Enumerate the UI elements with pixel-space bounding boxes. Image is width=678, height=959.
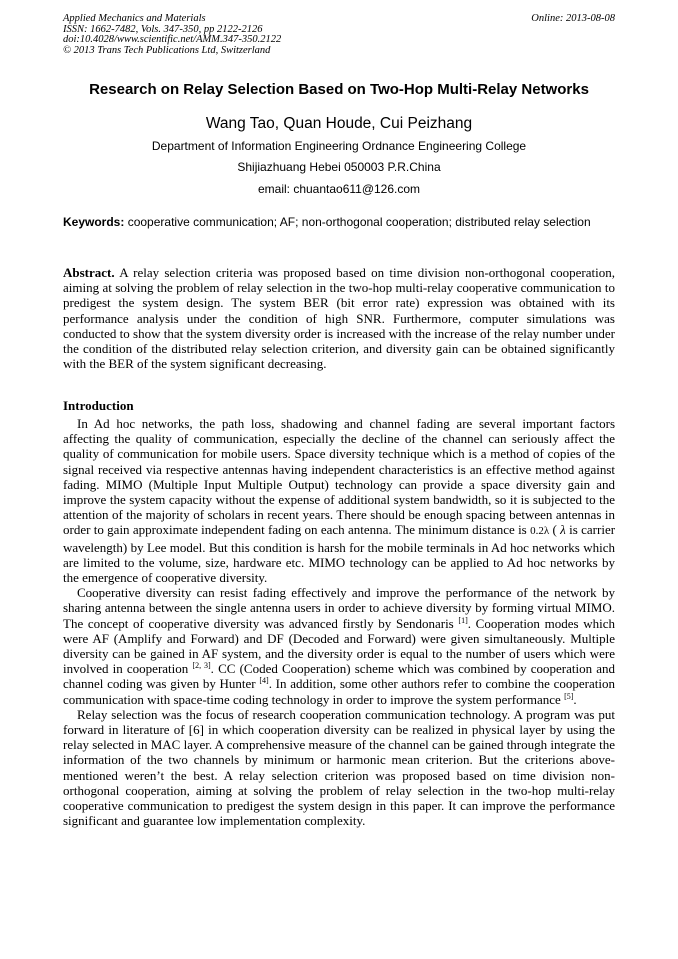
affiliation-department: Department of Information Engineering Ordnance Engineering College [151,139,527,153]
paper-title: Research on Relay Selection Based on Two-Hop Multi-Relay Networks [89,81,589,98]
intro-p2-text-c: . CC (Coded Cooperation) scheme which was combined by cooperation and channel coding was given by Hunter [63,661,616,692]
keywords-block [63,215,615,230]
keywords-label: Keywords: [63,215,125,229]
citation-ref: [2, 3] [192,661,211,671]
journal-name: Applied Mechanics and Materials [63,13,206,24]
intro-p2-text-b: . Cooperation modes which were AF (Amplify and Forward) and DF (Decoded and Forward) were given simultaneously. Multiple diversity can be gained in AF system, and the diversity order is equal to the number of users which were involved in cooperation [63,615,615,677]
copyright-line: © 2013 Trans Tech Publications Ltd, Switzerland [63,44,271,56]
author-list: Wang Tao, Quan Houde, Cui Peizhang [205,115,473,132]
abstract-label: Abstract. [63,265,115,280]
journal-header [63,14,615,56]
issn-line: ISSN: 1662-7482, Vols. 347-350, pp 2122-2126 [63,23,263,35]
citation-ref: [1] [458,615,468,625]
intro-p3-text: Relay selection was the focus of research cooperation communication technology. A program was put forward in literature of [6] in which cooperation diversity can be realized in physical layer by using the relay selected in MAC layer. A comprehensive measure of the channel can be gained through integrate the information of the two channels by minimum or harmonic mean criterion. But the criterions above-mentioned weren’t the best. A relay selection criterion was proposed based on time division non-orthogonal cooperation, aiming at solving the problem of relay selection in the two-hop multi-relay cooperative communication to predigest the system design in this paper. It can improve the performance significant and guarantee low implementation complexity. [63,706,615,829]
intro-p2-text: Cooperative diversity can resist fading effectively and improve the performance of the network by sharing antenna between the single antenna users in order to achieve diversity by forming virtual MIMO. The concept of cooperative diversity was advanced firstly by Sendonaris [63,585,615,631]
intro-p1-text: In Ad hoc networks, the path loss, shadowing and channel fading are several important factors affecting the quality of communication, especially the decline of the channel can seriously affect the quality of communication for mobile users. Space diversity technique which is a method of copies of the signal received via respective antennas having independent characteristics is an effective method against fading. MIMO (Multiple Input Multiple Output) technology can provide a space diversity gain and improve the system capacity without the expense of additional system bandwidth, so it is subjected to the attention of the majority of scholars in recent years. There should be enough spacing between antennas in order to gain approximate independent fading on each antenna. The minimum distance is [63,416,615,538]
intro-p1-text-cont: is carrier wavelength) by Lee model. But this condition is harsh for the mobile terminals in Ad hoc networks which are limited to the volume, size, hardware etc. MIMO technology can be applied to Ad hoc networks by the emergence of cooperative diversity. [63,522,616,586]
lambda-symbol: λ [560,522,566,538]
affiliation-address: Shijiazhuang Hebei 050003 P.R.China [237,160,441,174]
abstract-text: A relay selection criteria was proposed based on time division non-orthogonal cooperation, aiming at solving the problem of relay selection in the two-hop multi-relay cooperative communication to predigest the system design. The system BER (bit error rate) expression was obtained with its performance analysis under the condition of high SNR. Furthermore, computer simulations was conducted to show that the system diversity order is increased with the increase of the relay number under the condition of the distributed relay selection criterion, and diversity gain can be obtained significantly with the BER of the system significant decreasing. [63,265,615,372]
author-email: email: chuantao611@126.com [257,182,421,196]
citation-ref: [4] [259,676,269,686]
intro-paragraph [63,585,615,707]
introduction-heading: Introduction [63,398,134,413]
intro-paragraph [63,707,615,829]
intro-p1-paren: ( [552,522,557,538]
introduction-body [63,416,615,828]
citation-ref: [5] [564,691,574,701]
distance-formula: 0.2λ [530,525,550,538]
intro-p2-text-d: . In addition, some other authors refer to combine the cooperation communication with space-time coding technology in order to improve the system performance [63,676,615,707]
keywords-text: cooperative communication; AF; non-orthogonal cooperation; distributed relay selection [127,215,591,229]
doi-line: doi:10.4028/www.scientific.net/AMM.347-350.2122 [63,34,282,46]
online-date: Online: 2013-08-08 [531,13,615,24]
abstract-block [63,265,615,371]
intro-p2-text-e: . [573,691,577,707]
intro-paragraph [63,416,615,585]
